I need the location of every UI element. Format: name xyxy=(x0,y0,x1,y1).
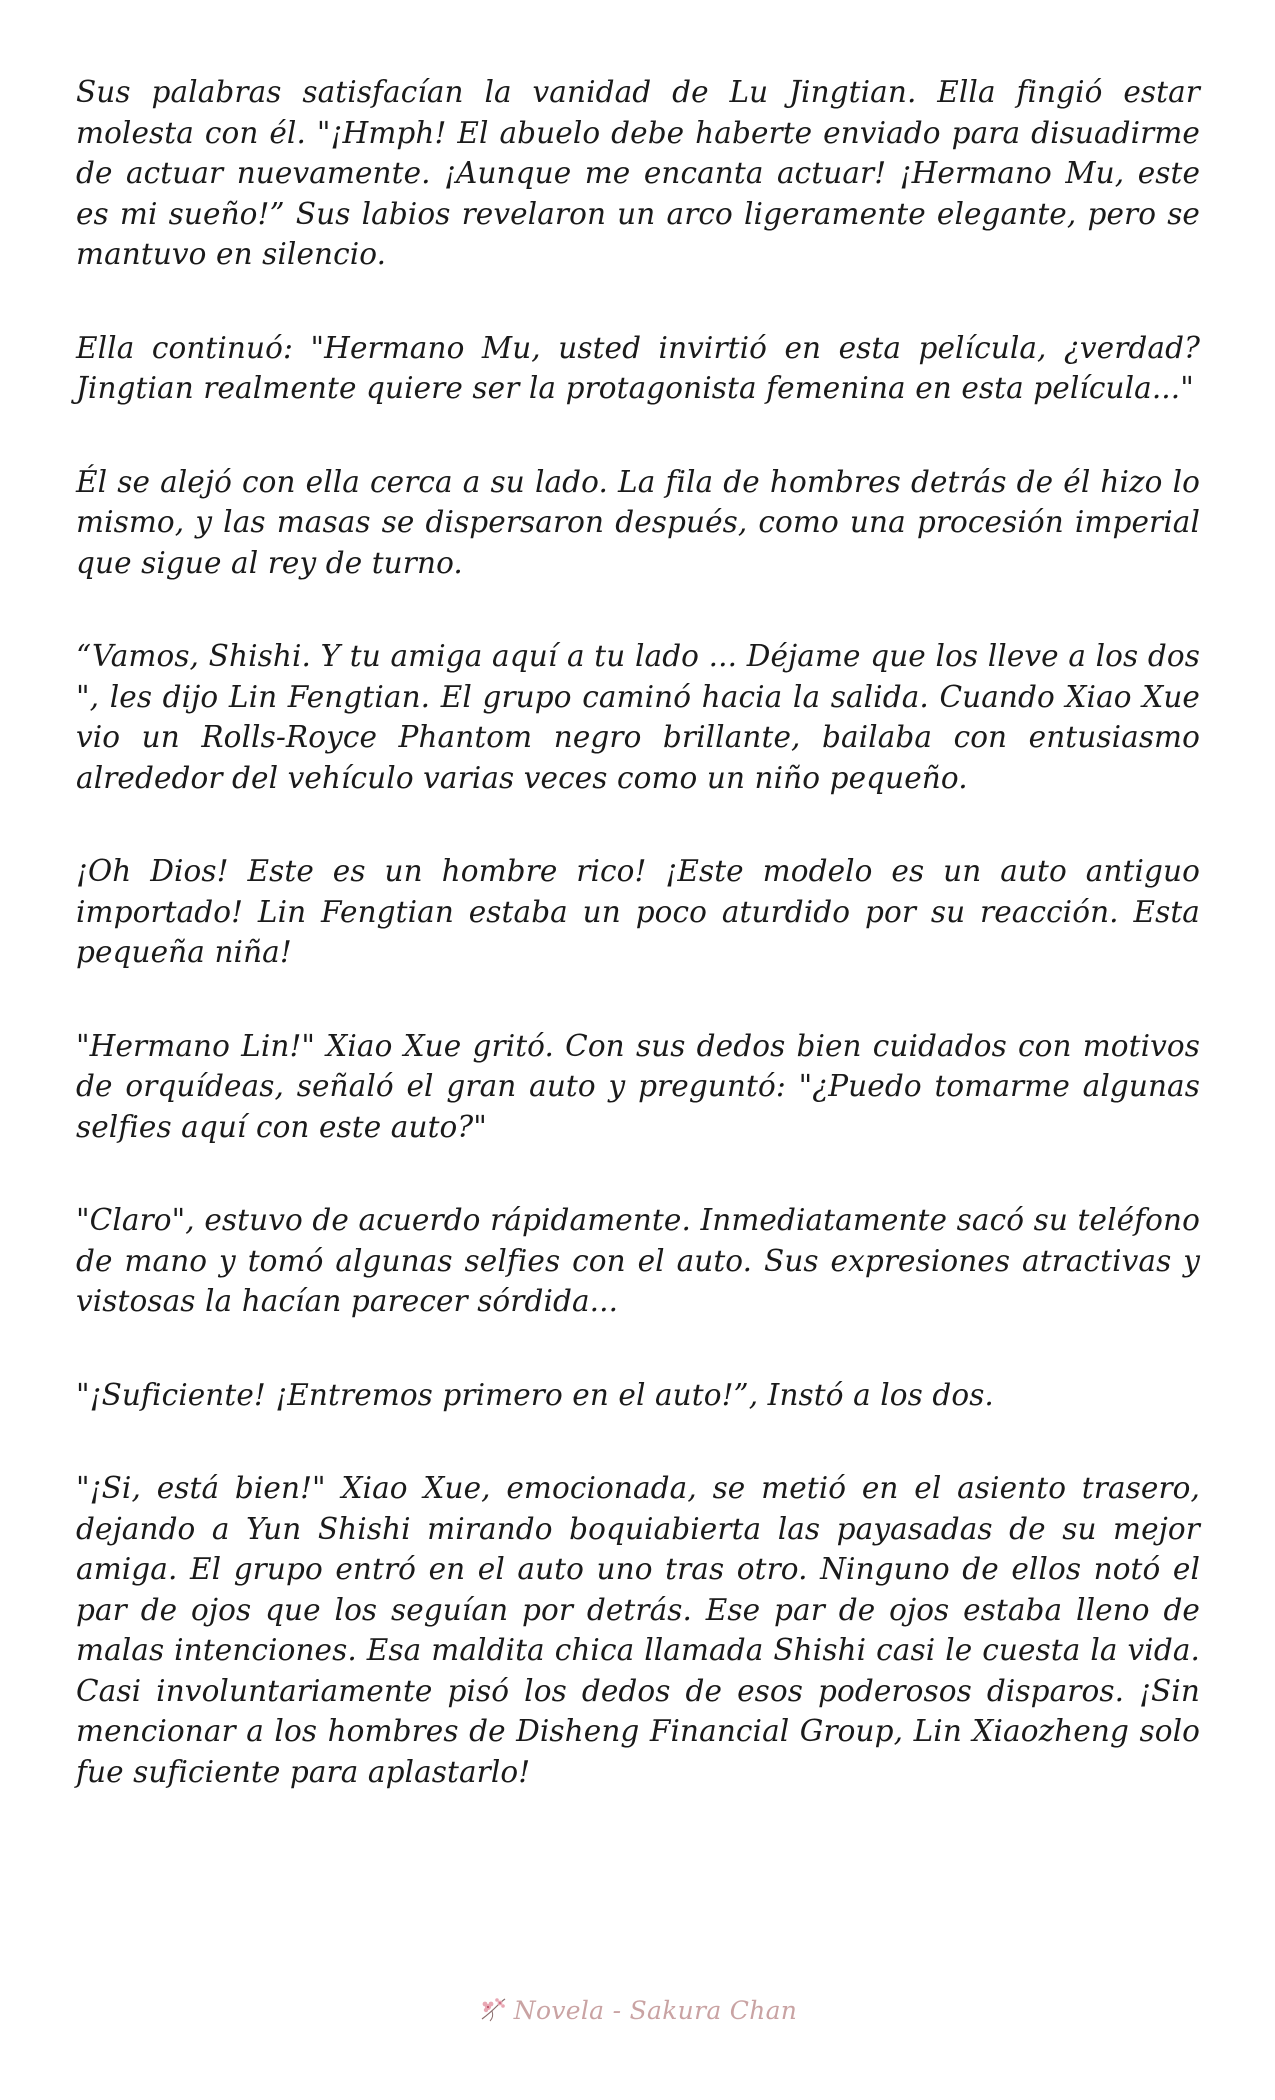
paragraph: "Hermano Lin!" Xiao Xue gritó. Con sus dedos bien cuidados con motivos de orquídeas, señaló el gran auto y preguntó: "¿Puedo tomarme algunas selfies aquí con este auto?" xyxy=(76,1028,1200,1144)
paragraph: ¡Oh Dios! Este es un hombre rico! ¡Este modelo es un auto antiguo importado! Lin Fengtian estaba un poco aturdido por su reacción. Esta pequeña niña! xyxy=(76,854,1200,969)
paragraph: Sus palabras satisfacían la vanidad de Lu Jingtian. Ella fingió estar molesta con él. "¡Hmph! El abuelo debe haberte enviado para disuadirme de actuar nuevamente. ¡Aunque me encanta actuar! ¡Hermano Mu, este es mi sueño!” Sus labios revelaron un arco ligeramente elegante, pero se mantuvo en silencio. xyxy=(76,75,1200,271)
paragraph: "¡Si, está bien!" Xiao Xue, emocionada, se metió en el asiento trasero, dejando a Yun Shishi mirando boquiabierta las payasadas de su mejor amiga. El grupo entró en el auto uno tras otro. Ninguno de ellos notó el par de ojos que los seguían por detrás. Ese par de ojos estaba lleno de malas intenciones. Esa maldita chica llamada Shishi casi le cuesta la vida. Casi involuntariamente pisó los dedos de esos poderosos disparos. ¡Sin mencionar a los hombres de Disheng Financial Group, Lin Xiaozheng solo fue suficiente para aplastarlo! xyxy=(76,1471,1200,1789)
footer-watermark xyxy=(0,1985,1275,2035)
paragraph: "¡Suficiente! ¡Entremos primero en el auto!”, Instó a los dos. xyxy=(76,1377,994,1412)
paragraph: Él se alejó con ella cerca a su lado. La fila de hombres detrás de él hizo lo mismo, y las masas se dispersaron después, como una procesión imperial que sigue al rey de turno. xyxy=(76,464,1200,580)
story-text xyxy=(76,72,1200,1845)
paragraph: Ella continuó: "Hermano Mu, usted invirtió en esta película, ¿verdad? Jingtian realmente quiere ser la protagonista femenina en esta película..." xyxy=(76,330,1200,405)
sakura-flower-icon xyxy=(478,1995,508,2025)
footer-text: Novela - Sakura Chan xyxy=(513,1995,798,2025)
paragraph: “Vamos, Shishi. Y tu amiga aquí a tu lado ... Déjame que los lleve a los dos ", les dijo Lin Fengtian. El grupo caminó hacia la salida. Cuando Xiao Xue vio un Rolls-Royce Phantom negro brillante, bailaba con entusiasmo alrededor del vehículo varias veces como un niño pequeño. xyxy=(76,639,1200,795)
footer-brand xyxy=(478,1995,797,2025)
paragraph: "Claro", estuvo de acuerdo rápidamente. Inmediatamente sacó su teléfono de mano y tomó algunas selfies con el auto. Sus expresiones atractivas y vistosas la hacían parecer sórdida... xyxy=(76,1203,1200,1318)
